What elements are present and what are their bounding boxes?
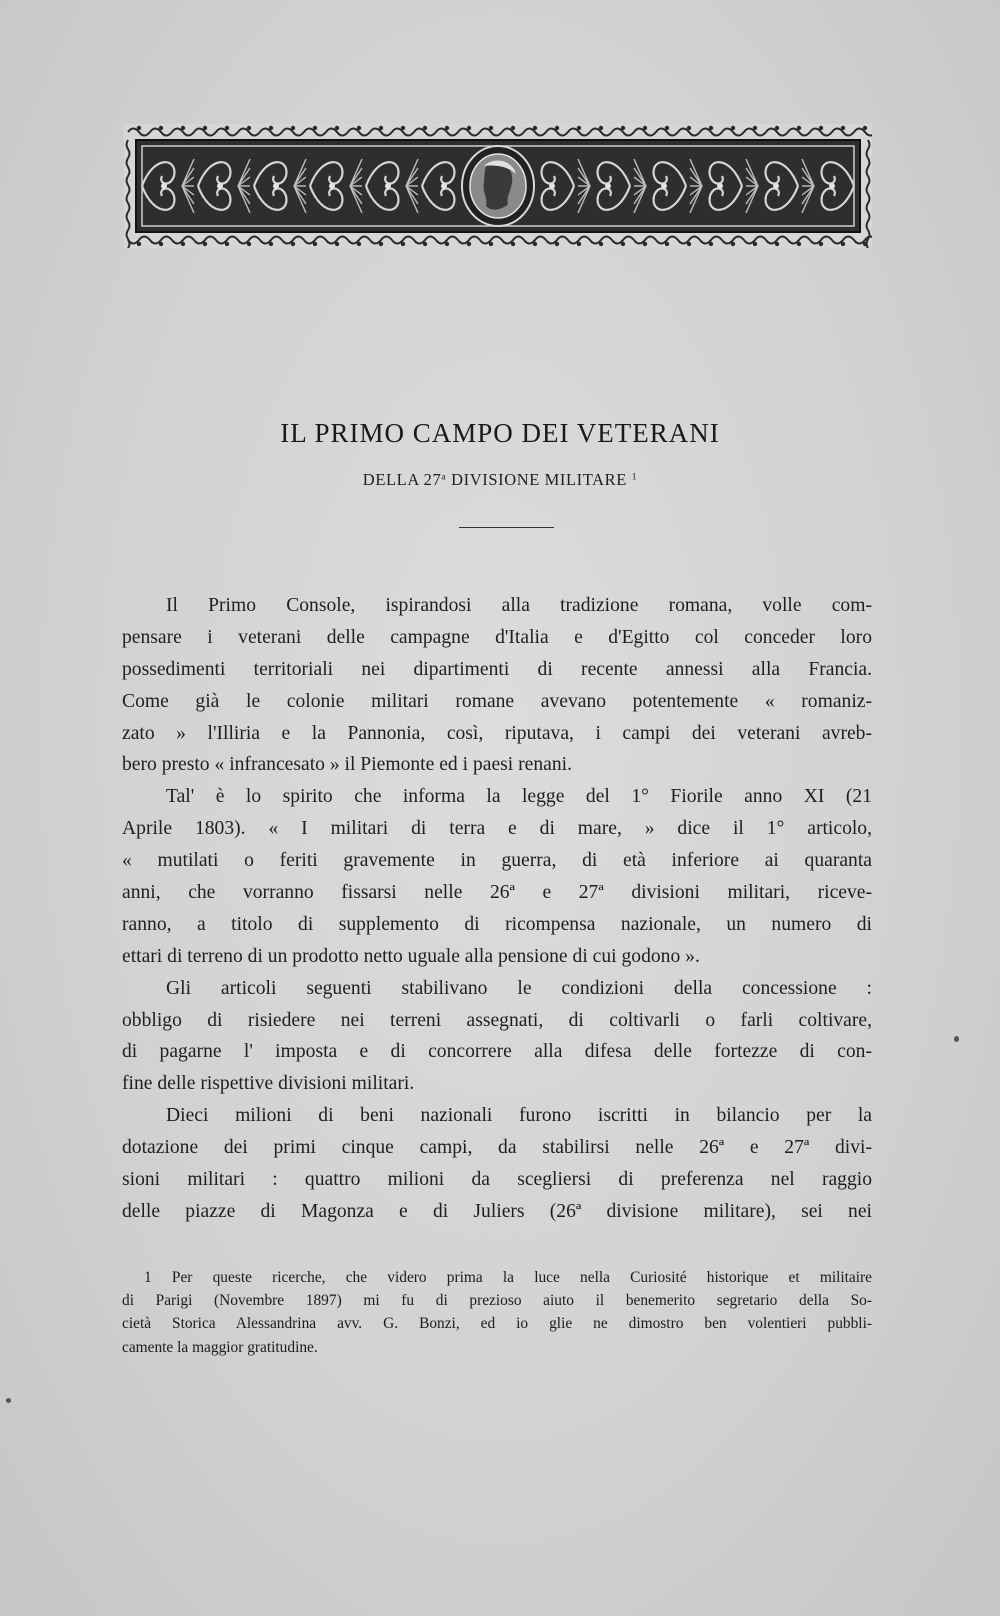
paper-speck <box>6 1398 11 1403</box>
text-line: Gli articoli seguenti stabilivano le condizioni della concessione : <box>166 977 872 999</box>
subtitle-prefix: DELLA 27 <box>362 470 442 489</box>
subtitle-suffix: DIVISIONE MILITARE <box>446 470 632 489</box>
text-line: bero presto « infrancesato » il Piemonte ed i paesi renani. <box>122 754 572 776</box>
chapter-subtitle <box>0 470 1000 490</box>
text-line: ettari di terreno di un prodotto netto uguale alla pensione di cui godono ». <box>122 945 700 967</box>
text-line: Aprile 1803). « I militari di terra e di mare, » dice il 1° articolo, <box>122 818 872 840</box>
ornament-graphic <box>124 124 872 248</box>
title-divider <box>459 527 554 528</box>
text-line: « mutilati o feriti gravemente in guerra, di età inferiore ai quaranta <box>122 850 872 872</box>
text-line: Dieci milioni di beni nazionali furono iscritti in bilancio per la <box>166 1105 872 1127</box>
text-line: fine delle rispettive divisioni militari. <box>122 1073 415 1095</box>
footnote-line: camente la maggior gratitudine. <box>122 1338 318 1356</box>
text-line: dotazione dei primi cinque campi, da stabilirsi nelle 26ª e 27ª divi- <box>122 1137 872 1159</box>
text-line: Il Primo Console, ispirandosi alla tradizione romana, volle com- <box>166 595 872 616</box>
body-text <box>122 590 872 1228</box>
text-line: ranno, a titolo di supplemento di ricompensa nazionale, un numero di <box>122 913 872 935</box>
text-line: Tal' è lo spirito che informa la legge del 1° Fiorile anno XI (21 <box>166 786 872 808</box>
ornamental-headpiece <box>124 124 872 248</box>
text-line: obbligo di risiedere nei terreni assegnati, di coltivarli o farli coltivare, <box>122 1009 872 1031</box>
text-line: anni, che vorranno fissarsi nelle 26ª e 27ª divisioni militari, riceve- <box>122 882 872 904</box>
subtitle-ordinal: a <box>441 471 447 483</box>
chapter-title: IL PRIMO CAMPO DEI VETERANI <box>280 418 720 448</box>
footnotes <box>122 1266 872 1359</box>
medallion <box>462 146 534 226</box>
footnote-line: cietà Storica Alessandrina avv. G. Bonzi, ed io glie ne dimostro ben volentieri pubbli- <box>122 1315 872 1333</box>
footnote-line: di Parigi (Novembre 1897) mi fu di prezioso aiuto il benemerito segretario della So- <box>122 1292 872 1310</box>
text-line: possedimenti territoriali nei dipartimenti di recente annessi alla Francia. <box>122 658 872 680</box>
text-line: di pagarne l' imposta e di concorrere alla difesa delle fortezze di con- <box>122 1041 872 1063</box>
text-line: pensare i veterani delle campagne d'Italia e d'Egitto col conceder loro <box>122 626 872 648</box>
paper-speck <box>954 1036 959 1042</box>
footnote-reference: 1 <box>631 471 638 483</box>
text-line: Come già le colonie militari romane avevano potentemente « romaniz- <box>122 690 872 712</box>
text-line: zato » l'Illiria e la Pannonia, così, riputava, i campi dei veterani avreb- <box>122 722 872 744</box>
text-line: sioni militari : quattro milioni da scegliersi di preferenza nel raggio <box>122 1169 872 1191</box>
text-line: delle piazze di Magonza e di Juliers (26ª divisione militare), sei nei <box>122 1200 872 1222</box>
footnote-line: 1 Per queste ricerche, che videro prima la luce nella Curiosité historique et militaire <box>144 1269 872 1286</box>
